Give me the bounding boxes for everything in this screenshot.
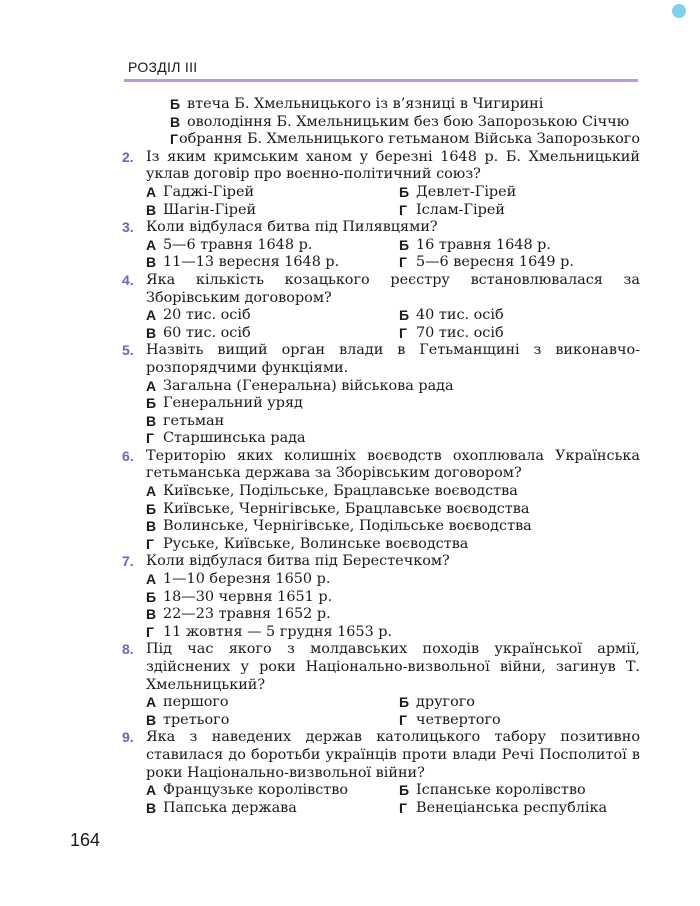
option <box>146 624 640 642</box>
option-text: 70 тис. осіб <box>416 324 504 341</box>
option-letter: А <box>146 782 157 799</box>
question-number: 7. <box>122 553 134 570</box>
option-text: 40 тис. осіб <box>416 307 504 324</box>
option <box>146 518 640 536</box>
option <box>399 325 640 343</box>
option-letter: Б <box>146 395 157 412</box>
option-letter: А <box>146 377 157 394</box>
option <box>399 202 640 220</box>
question-4 <box>122 272 640 342</box>
option-letter: В <box>146 324 157 341</box>
option-text: четвертого <box>416 711 501 728</box>
option <box>146 501 640 519</box>
option-text: 20 тис. осіб <box>163 307 251 324</box>
option-letter: Г <box>146 535 154 552</box>
section-header: РОЗДІЛ ІІІ <box>128 59 198 75</box>
question-8 <box>122 641 640 729</box>
option-text: Іспанське королівство <box>416 782 586 799</box>
option-letter: А <box>146 307 157 324</box>
option <box>399 712 640 730</box>
option <box>399 694 640 712</box>
question-number: 2. <box>122 148 134 165</box>
option-letter: В <box>146 711 157 728</box>
option-letter: В <box>170 113 181 130</box>
option <box>146 800 399 818</box>
option <box>399 254 640 272</box>
option-letter: В <box>146 518 157 535</box>
options-grid <box>146 307 640 342</box>
option-text: першого <box>163 694 229 711</box>
option <box>399 184 640 202</box>
option-text: другого <box>416 694 475 711</box>
option-letter: А <box>146 183 157 200</box>
option <box>146 571 640 589</box>
option <box>146 782 399 800</box>
option-text: 18—30 червня 1651 р. <box>163 588 333 605</box>
option-text: 11—13 вересня 1648 р. <box>163 254 340 271</box>
option-letter: А <box>146 694 157 711</box>
option-text: 5—6 вересня 1649 р. <box>416 254 574 271</box>
option-letter: А <box>146 236 157 253</box>
question-1-continued <box>146 96 640 149</box>
options-grid <box>146 184 640 219</box>
option-letter: Г <box>399 711 407 728</box>
option-text: Шагін-Гірей <box>163 201 257 218</box>
option-text: Київське, Подільське, Брацлавське воєводства <box>163 483 518 500</box>
question-number: 3. <box>122 219 134 236</box>
option-letter: Г <box>399 324 407 341</box>
question-text: Назвіть вищий орган влади в Гетьманщині з виконавчо-розпорядчими функціями. <box>146 342 640 376</box>
option <box>146 395 640 413</box>
option-text: Іслам-Гірей <box>416 201 505 218</box>
option <box>146 202 399 220</box>
option <box>399 800 640 818</box>
option-text: Генеральний уряд <box>163 395 303 412</box>
header-divider <box>124 79 638 82</box>
option-letter: А <box>146 483 157 500</box>
question-text: Під час якого з молдавських походів української армії, здійснених у роки Національно-визвольної війни, загинув Т. Хмельницький? <box>146 641 640 693</box>
test-content <box>122 96 640 817</box>
question-text: Із яким кримським ханом у березні 1648 р. Б. Хмельницький уклав договір про воєнно-політичний союз? <box>146 148 640 183</box>
question-text: Яка з наведених держав католицького табору позитивно ставилася до боротьби українців проти влади Речі Посполитої в роки Національно-визвольної війни? <box>146 729 640 781</box>
option <box>146 184 399 202</box>
option <box>146 254 399 272</box>
option <box>146 589 640 607</box>
option <box>146 237 399 255</box>
option-text: 22—23 травня 1652 р. <box>163 606 331 623</box>
options-grid <box>146 237 640 272</box>
question-number: 6. <box>122 447 134 464</box>
question-3 <box>122 219 640 272</box>
option-text: Київське, Чернігівське, Брацлавське воєводства <box>163 500 530 517</box>
option <box>146 413 640 431</box>
option <box>146 307 399 325</box>
option-letter: Б <box>399 694 410 711</box>
option-text: 1—10 березня 1650 р. <box>163 571 331 588</box>
option-text: третього <box>163 711 230 728</box>
option-letter: Г <box>170 131 178 148</box>
page-number: 164 <box>70 830 101 850</box>
option-letter: Г <box>146 623 154 640</box>
option <box>146 712 399 730</box>
question-5 <box>122 342 640 448</box>
option <box>399 237 640 255</box>
option <box>146 325 399 343</box>
option <box>146 536 640 554</box>
option-letter: В <box>146 201 157 218</box>
option-letter: В <box>146 799 157 816</box>
option <box>146 430 640 448</box>
option <box>399 307 640 325</box>
question-number: 8. <box>122 641 134 658</box>
corner-logo-icon <box>672 4 686 18</box>
option-letter: Б <box>146 588 157 605</box>
option-letter: Г <box>399 799 407 816</box>
question-6 <box>122 448 640 554</box>
question-text: Територію яких колишніх воєводств охоплювала Українська гетьманська держава за Зборівським договором? <box>146 447 640 482</box>
question-7 <box>122 553 640 641</box>
option <box>146 694 399 712</box>
option-text: 16 травня 1648 р. <box>416 236 551 253</box>
option-letter: Б <box>146 500 157 517</box>
option-text: Папська держава <box>163 799 297 816</box>
option <box>170 96 640 114</box>
question-number: 9. <box>122 729 134 746</box>
options-grid <box>146 694 640 729</box>
options-grid <box>146 782 640 817</box>
option-text: 11 жовтня — 5 грудня 1653 р. <box>163 623 393 640</box>
option-text: Волинське, Чернігівське, Подільське воєводства <box>163 518 532 535</box>
option-text: гетьман <box>163 412 225 429</box>
option-letter: Б <box>170 96 181 112</box>
option-letter: Г <box>399 201 407 218</box>
question-text: Коли відбулася битва під Берестечком? <box>146 553 450 570</box>
question-number: 5. <box>122 342 134 359</box>
question-text: Коли відбулася битва під Пилявцями? <box>146 219 438 236</box>
option-letter: Б <box>399 307 410 324</box>
question-text: Яка кількість козацького реєстру встановлювалася за Зборівським договором? <box>146 271 640 306</box>
option-text: обрання Б. Хмельницького гетьманом Війська Запорозького <box>179 131 640 148</box>
option-letter: Б <box>399 236 410 253</box>
option-text: 5—6 травня 1648 р. <box>163 236 313 253</box>
option <box>146 606 640 624</box>
option <box>170 114 640 132</box>
option-letter: В <box>146 412 157 429</box>
option-letter: В <box>146 606 157 623</box>
option-letter: Г <box>146 430 154 447</box>
option-text: втеча Б. Хмельницького із в’язниці в Чигирині <box>187 96 544 112</box>
option <box>146 378 640 396</box>
option-letter: В <box>146 254 157 271</box>
question-2 <box>122 149 640 219</box>
option-text: Загальна (Генеральна) військова рада <box>163 377 454 394</box>
question-number: 4. <box>122 271 134 288</box>
option <box>146 483 640 501</box>
option-text: Венеціанська республіка <box>416 799 608 816</box>
option-text: Старшинська рада <box>163 430 306 447</box>
option-letter: Б <box>399 183 410 200</box>
option-text: Девлет-Гірей <box>416 183 517 200</box>
option-text: оволодіння Б. Хмельницьким без бою Запорозькою Січчю <box>187 113 630 130</box>
option-letter: Г <box>399 254 407 271</box>
question-9 <box>122 729 640 817</box>
option-text: Гаджі-Гірей <box>163 183 255 200</box>
option-letter: А <box>146 571 157 588</box>
option-text: Французьке королівство <box>163 782 348 799</box>
option <box>170 131 640 149</box>
option-text: Руське, Київське, Волинське воєводства <box>163 535 469 552</box>
option <box>399 782 640 800</box>
option-letter: Б <box>399 782 410 799</box>
option-text: 60 тис. осіб <box>163 324 251 341</box>
